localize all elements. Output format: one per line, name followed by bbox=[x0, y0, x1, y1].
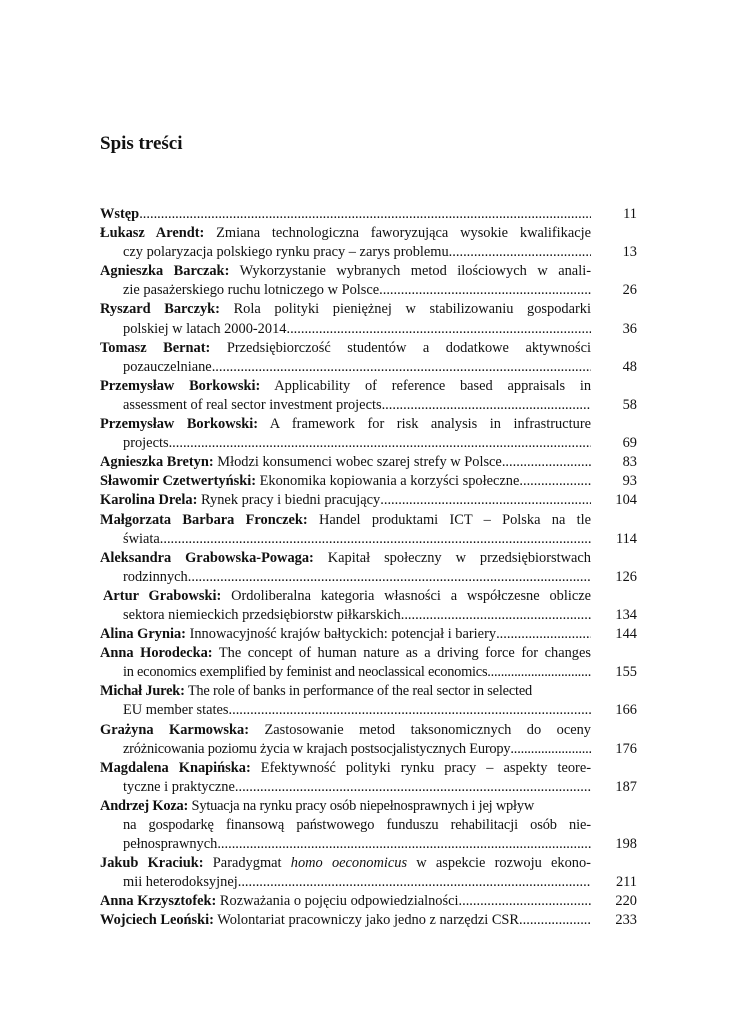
toc-entry[interactable] bbox=[100, 511, 637, 549]
toc-entry[interactable] bbox=[100, 644, 637, 682]
toc-entry-title: Efektywność polityki rynku pracy – aspekty teore- bbox=[260, 759, 591, 776]
toc-entry-title: Applicability of reference based appraisals in bbox=[274, 377, 591, 394]
toc-entry-author: Ryszard Barczyk: bbox=[100, 301, 220, 318]
toc-entry[interactable] bbox=[100, 300, 637, 338]
toc-entry-title: Wykorzystanie wybranych metod ilościowych w anali- bbox=[239, 263, 591, 280]
toc-entry-title-cont: pozauczelniane bbox=[123, 358, 212, 375]
toc-entry-title: The concept of human nature as a driving force for changes bbox=[218, 645, 591, 662]
toc-entry-title: Rynek pracy i biedni pracujący bbox=[201, 492, 381, 509]
toc-entry[interactable] bbox=[100, 224, 637, 262]
toc-entry-author: Łukasz Arendt: bbox=[100, 225, 205, 242]
toc-entry-author: Małgorzata Barbara Fronczek: bbox=[100, 511, 308, 528]
toc-entry-author: Sławomir Czetwertyński: bbox=[100, 473, 257, 490]
toc-page-number: 58 bbox=[622, 396, 637, 413]
toc-entry-author: Aleksandra Grabowska-Powaga: bbox=[100, 549, 314, 566]
toc-entry-author: Tomasz Bernat: bbox=[100, 339, 211, 356]
toc-entry-author: Agnieszka Bretyn: bbox=[100, 454, 214, 471]
toc-entry[interactable] bbox=[100, 339, 637, 377]
toc-entry[interactable] bbox=[100, 892, 637, 911]
toc-entry[interactable] bbox=[100, 453, 637, 472]
toc-entry-author: Jakub Kraciuk: bbox=[100, 855, 204, 872]
toc-entry-author: Anna Krzysztofek: bbox=[100, 893, 217, 910]
toc-page-number: 187 bbox=[615, 778, 637, 795]
toc-page-number: 26 bbox=[622, 282, 637, 299]
toc-entry[interactable] bbox=[100, 491, 637, 510]
toc-entry-author: Magdalena Knapińska: bbox=[100, 759, 251, 776]
toc-entry[interactable] bbox=[100, 377, 637, 415]
toc-page-number: 198 bbox=[615, 836, 637, 853]
toc-entry-title-cont: polskiej w latach 2000-2014 bbox=[123, 320, 287, 337]
toc-entry-title-cont: projects bbox=[123, 435, 169, 452]
toc-entry-title: Młodzi konsumenci wobec szarej strefy w Polsce bbox=[217, 454, 502, 471]
toc-entry-title: The role of banks in performance of the real sector in selected bbox=[187, 683, 533, 700]
toc-entry-author: Przemysław Borkowski: bbox=[100, 377, 261, 394]
toc-entry-title: Paradygmat bbox=[212, 855, 291, 872]
toc-entry[interactable] bbox=[100, 472, 637, 491]
toc-entry-author: Karolina Drela: bbox=[100, 492, 198, 509]
toc-page-number: 134 bbox=[615, 606, 637, 623]
toc-entry-author: Artur Grabowski: bbox=[103, 587, 222, 604]
toc-entry-author: Anna Horodecka: bbox=[100, 645, 213, 662]
toc-entry-title: w aspekcie rozwoju ekono- bbox=[407, 855, 591, 872]
toc-entry-title-cont: na gospodarkę finansową państwowego funduszu rehabilitacji osób nie- bbox=[123, 817, 591, 833]
toc-entry-title-cont: in economics exemplified by feminist and neoclassical economics bbox=[123, 664, 488, 681]
toc-entry-author: Michał Jurek: bbox=[100, 683, 185, 700]
toc-entry-title: Kapitał społeczny w przedsiębiorstwach bbox=[327, 549, 591, 566]
toc-page-number: 144 bbox=[615, 626, 637, 643]
toc-entry-title: Sytuacja na rynku pracy osób niepełnosprawnych i jej wpływ bbox=[191, 797, 535, 814]
toc-entry-title-cont: świata bbox=[123, 530, 160, 547]
toc-entry[interactable] bbox=[100, 549, 637, 587]
toc-page-number: 211 bbox=[615, 874, 637, 891]
toc-page-number: 126 bbox=[615, 568, 637, 585]
toc-entry[interactable] bbox=[100, 205, 637, 224]
toc-entry[interactable] bbox=[100, 262, 637, 300]
toc-entry-title-cont: EU member states bbox=[123, 702, 229, 719]
page-title: Spis treści bbox=[100, 133, 183, 154]
toc-entry-title-cont: assessment of real sector investment projects bbox=[123, 396, 382, 413]
toc-entry-title: Handel produktami ICT – Polska na tle bbox=[319, 511, 591, 528]
toc-page-number: 176 bbox=[615, 740, 637, 757]
toc-entry-title: Przedsiębiorczość studentów a dodatkowe aktywności bbox=[226, 339, 591, 356]
toc-entry-title: A framework for risk analysis in infrastructure bbox=[269, 416, 591, 433]
toc-entry[interactable] bbox=[100, 682, 637, 720]
toc-entry[interactable] bbox=[100, 797, 637, 854]
toc-entry-title-cont: czy polaryzacja polskiego rynku pracy – zarys problemu bbox=[123, 244, 449, 261]
toc-page-number: 166 bbox=[615, 702, 637, 719]
toc-entry-title: Zastosowanie metod taksonomicznych do oceny bbox=[264, 721, 591, 738]
toc-page-number: 104 bbox=[615, 492, 637, 509]
toc-page-number: 13 bbox=[622, 244, 637, 261]
toc-page-number: 83 bbox=[622, 454, 637, 471]
toc-entry-title: Zmiana technologiczna faworyzująca wysokie kwalifikacje bbox=[216, 225, 591, 242]
toc-page-number: 114 bbox=[615, 530, 637, 547]
toc-entry[interactable] bbox=[100, 721, 637, 759]
toc-page-number: 36 bbox=[622, 320, 637, 337]
toc-entry-title-cont: mii heterodoksyjnej bbox=[123, 874, 238, 891]
toc-entry[interactable] bbox=[100, 587, 637, 625]
toc-entry-author: Agnieszka Barczak: bbox=[100, 263, 230, 280]
toc-entry-author: Alina Grynia: bbox=[100, 626, 186, 643]
toc-entry[interactable] bbox=[100, 759, 637, 797]
toc-page-number: 155 bbox=[615, 664, 637, 681]
toc-entry-author: Andrzej Koza: bbox=[100, 797, 189, 814]
toc-entry[interactable] bbox=[100, 911, 637, 930]
toc-entry-title-cont: zie pasażerskiego ruchu lotniczego w Polsce bbox=[123, 282, 380, 299]
toc-entry-title: Wolontariat pracowniczy jako jedno z narzędzi CSR bbox=[217, 912, 520, 929]
toc-page-number: 220 bbox=[615, 893, 637, 910]
table-of-contents bbox=[100, 205, 637, 931]
toc-entry-title-cont: rodzinnych bbox=[123, 568, 188, 585]
toc-entry-author: Wojciech Leoński: bbox=[100, 912, 214, 929]
toc-entry-title: Ekonomika kopiowania a korzyści społeczne bbox=[259, 473, 520, 490]
toc-entry-title-cont: tyczne i praktyczne bbox=[123, 778, 235, 795]
toc-page-number: 48 bbox=[622, 358, 637, 375]
toc-entry-author: Grażyna Karmowska: bbox=[100, 721, 249, 738]
toc-page-number: 11 bbox=[623, 206, 637, 222]
toc-entry-title: Rozważania o pojęciu odpowiedzialności bbox=[219, 893, 459, 910]
toc-page-number: 233 bbox=[615, 912, 637, 929]
toc-entry-title: Rola polityki pieniężnej w stabilizowaniu gospodarki bbox=[233, 301, 591, 318]
toc-entry[interactable] bbox=[100, 415, 637, 453]
toc-page-number: 69 bbox=[622, 435, 637, 452]
toc-page-number: 93 bbox=[622, 473, 637, 490]
toc-entry[interactable] bbox=[100, 854, 637, 892]
toc-entry-author: Przemysław Borkowski: bbox=[100, 416, 259, 433]
toc-entry-title-cont: zróżnicowania poziomu życia w krajach postsocjalistycznych Europy bbox=[123, 740, 511, 757]
toc-entry-title: Ordoliberalna kategoria własności a współczesne oblicze bbox=[231, 587, 591, 604]
toc-entry-title-cont: sektora niemieckich przedsiębiorstw piłkarskich bbox=[123, 606, 401, 623]
toc-entry-author: Wstęp bbox=[100, 206, 140, 222]
toc-entry[interactable] bbox=[100, 625, 637, 644]
toc-entry-title: Innowacyjność krajów bałtyckich: potencjał i bariery bbox=[189, 626, 497, 643]
toc-entry-title-italic: homo oeconomicus bbox=[290, 855, 408, 872]
toc-entry-title-cont: pełnosprawnych bbox=[123, 836, 218, 853]
